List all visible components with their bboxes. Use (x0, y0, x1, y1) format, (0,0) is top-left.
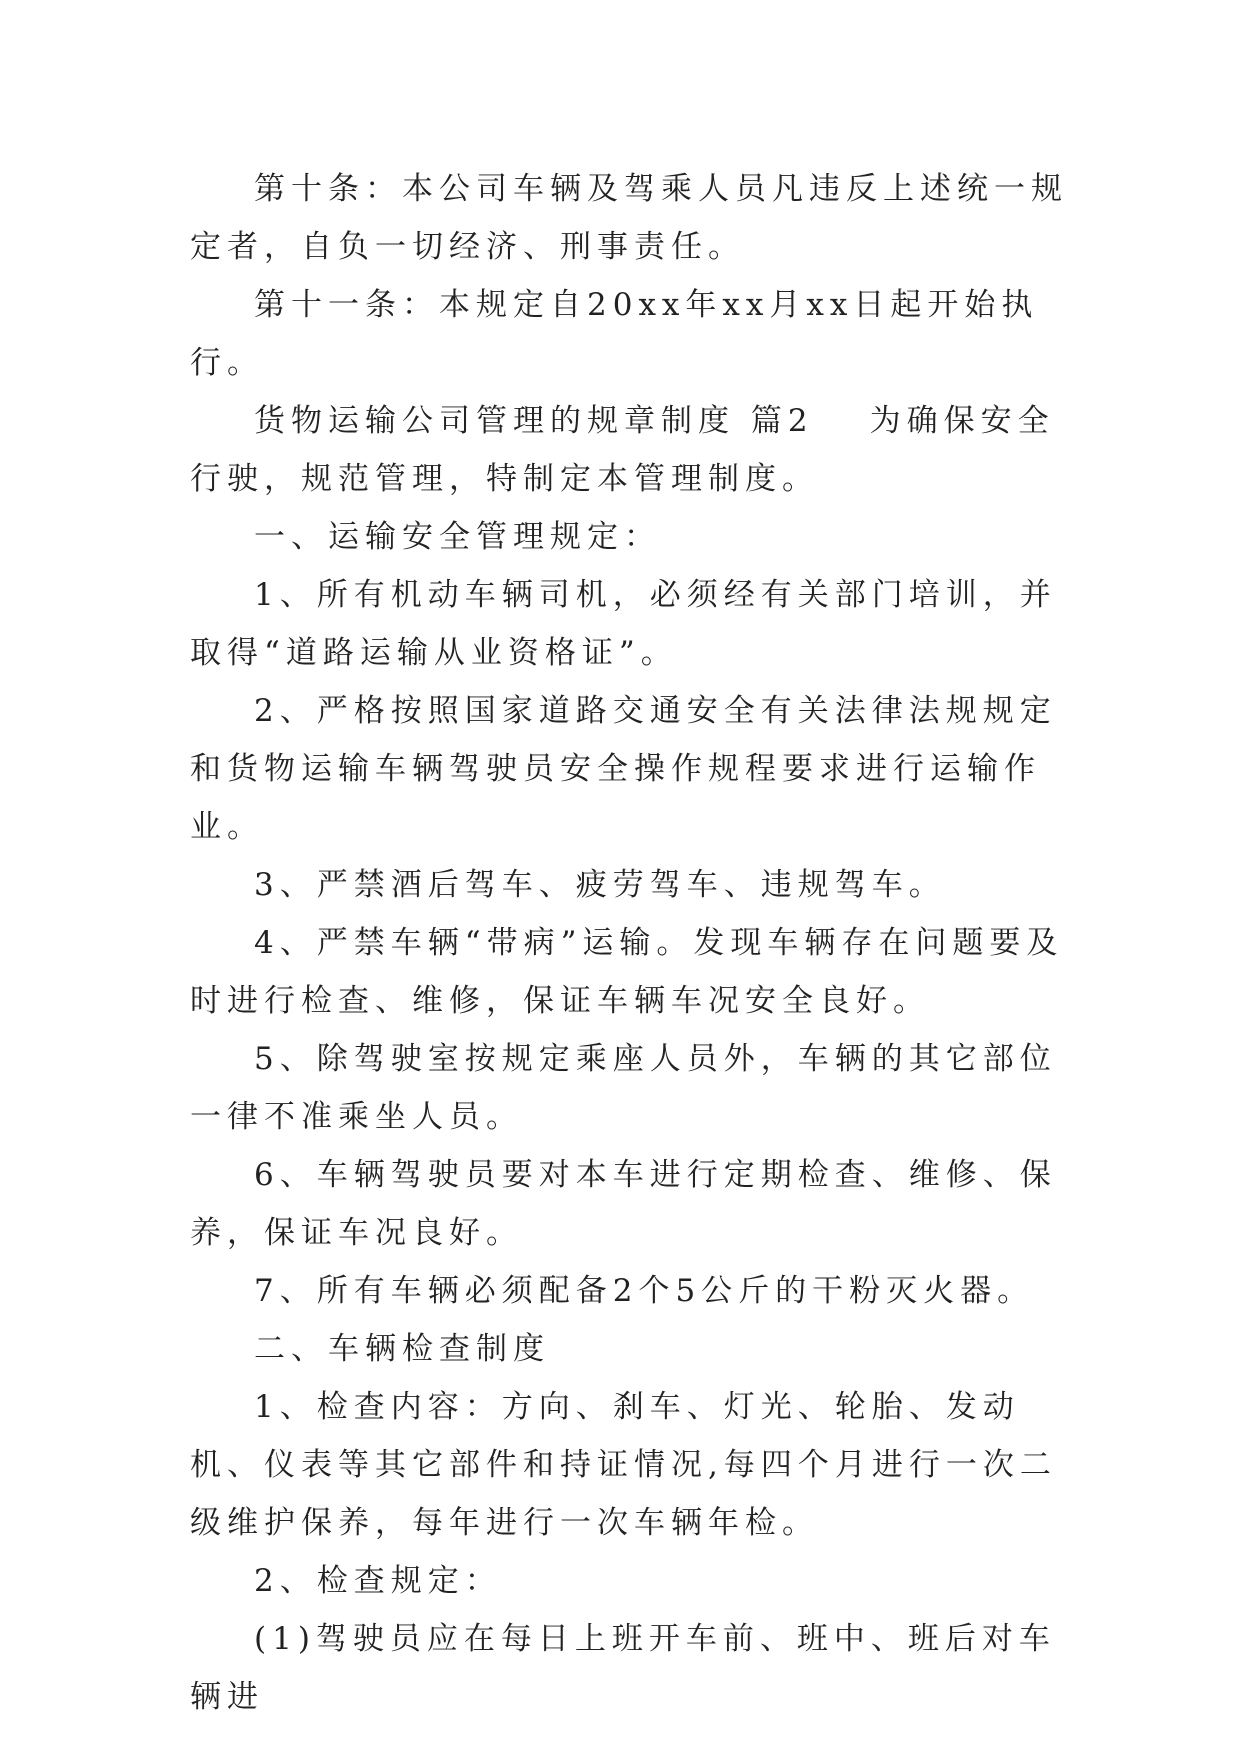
paragraph-section-title (190, 392, 1090, 508)
paragraph-item-1: 1、所有机动车辆司机，必须经有关部门培训，并取得“道路运输从业资格证”。 (190, 577, 1057, 671)
paragraph-item-3: 3、严禁酒后驾车、疲劳驾车、违规驾车。 (254, 867, 946, 903)
paragraph-item-7: 7、所有车辆必须配备2个5公斤的干粉灭火器。 (254, 1273, 1035, 1309)
document-body (190, 160, 1090, 1726)
paragraph-article-11: 第十一条：本规定自20xx年xx月xx日起开始执行。 (190, 287, 1039, 381)
paragraph-heading-1: 一、运输安全管理规定： (254, 519, 661, 555)
paragraph-article-10: 第十条：本公司车辆及驾乘人员凡违反上述统一规定者，自负一切经济、刑事责任。 (190, 171, 1068, 265)
section-intro: 为确保安全行驶，规范管理，特制定本管理制度。 (190, 403, 1055, 497)
paragraph-item-2: 2、严格按照国家道路交通安全有关法律法规规定和货物运输车辆驾驶员安全操作规程要求进行运输作业。 (190, 693, 1057, 845)
paragraph-check-2-1: (1)驾驶员应在每日上班开车前、班中、班后对车辆进 (190, 1621, 1056, 1715)
paragraph-item-6: 6、车辆驾驶员要对本车进行定期检查、维修、保养，保证车况良好。 (190, 1157, 1057, 1251)
paragraph-item-4: 4、严禁车辆“带病”运输。发现车辆存在问题要及时进行检查、维修，保证车辆车况安全良好。 (190, 925, 1064, 1019)
paragraph-item-5: 5、除驾驶室按规定乘座人员外，车辆的其它部位一律不准乘坐人员。 (190, 1041, 1057, 1135)
section-heading: 货物运输公司管理的规章制度 篇2 (254, 403, 814, 439)
paragraph-check-2: 2、检查规定： (254, 1563, 502, 1599)
paragraph-heading-2: 二、车辆检查制度 (254, 1331, 550, 1367)
paragraph-check-1: 1、检查内容：方向、刹车、灯光、轮胎、发动机、仪表等其它部件和持证情况,每四个月进行一次二级维护保养，每年进行一次车辆年检。 (190, 1389, 1057, 1541)
